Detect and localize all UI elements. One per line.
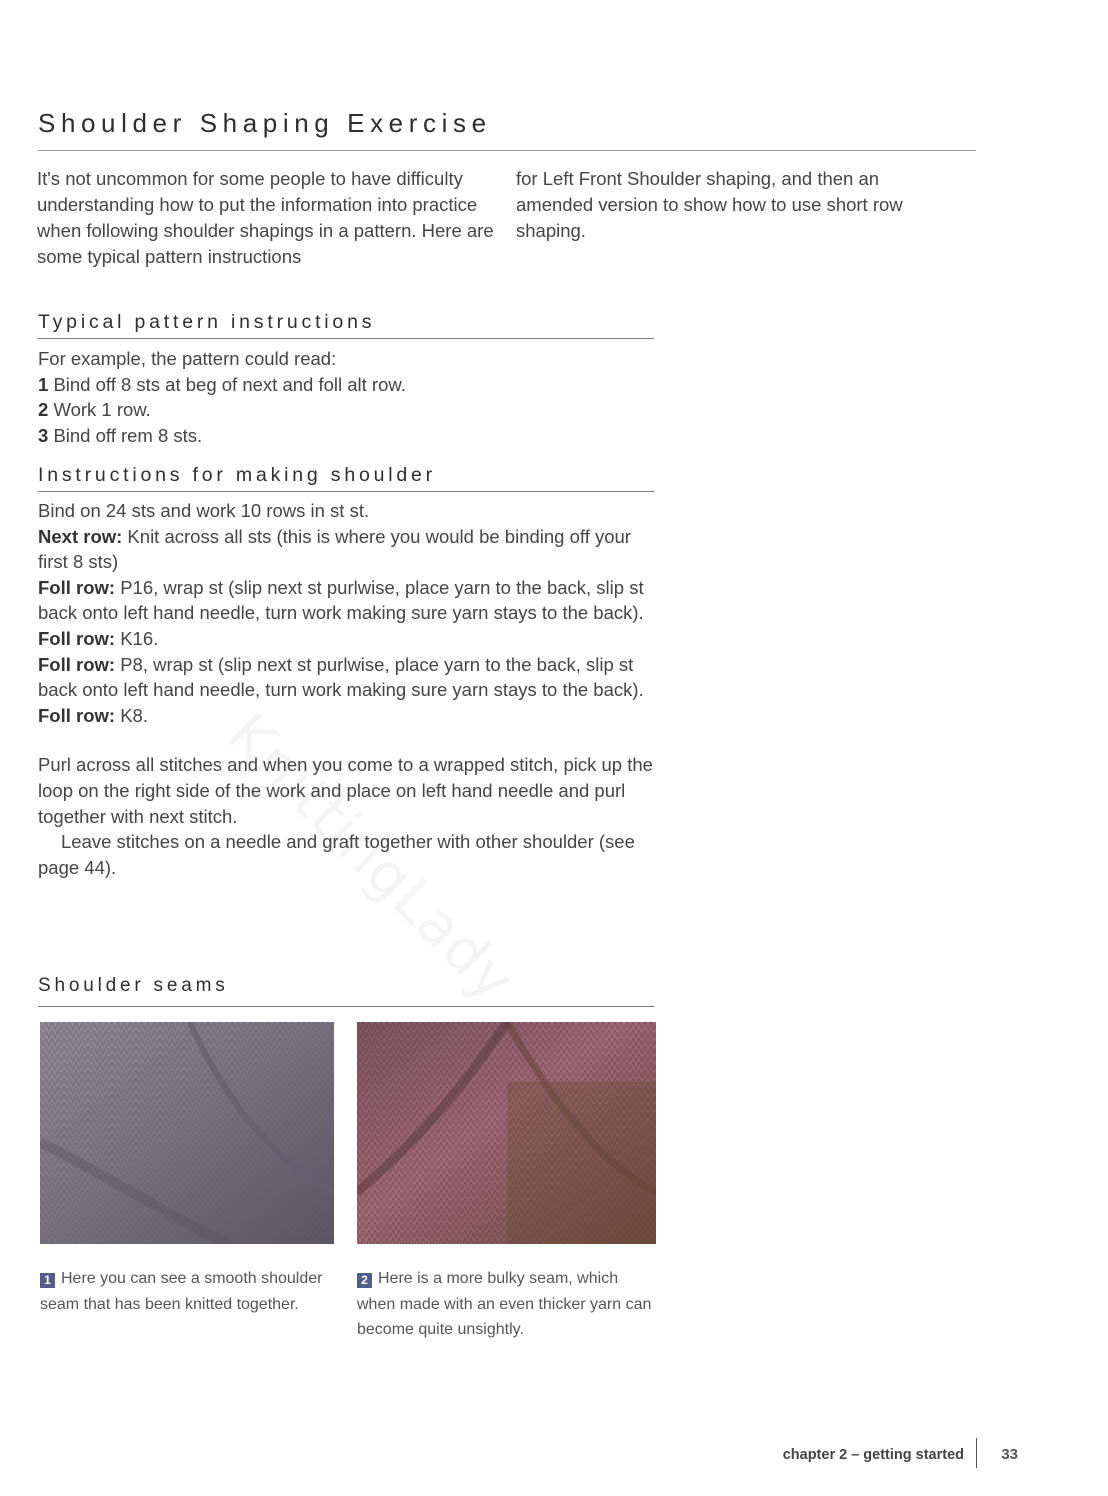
step-text: Bind off 8 sts at beg of next and foll alt row. [53,373,406,395]
making-row [38,524,660,575]
typical-lead: For example, the pattern could read: [38,348,337,369]
caption-1 [40,1266,340,1317]
seams-heading: Shoulder seams [38,975,229,996]
intro-column-2: for Left Front Shoulder shaping, and then an amended version to show how to use short row shaping. [516,168,903,241]
making-row [38,703,660,729]
step-number: 3 [38,424,49,446]
step-number: 1 [38,373,49,395]
page-number: 33 [1001,1446,1018,1463]
row-label: Foll row: [38,576,116,598]
caption-2 [357,1266,657,1343]
step-text: Bind off rem 8 sts. [53,424,203,446]
row-text: K8. [115,704,148,726]
row-label: Foll row: [38,653,116,675]
intro-column-1: It's not uncommon for some people to have difficulty understanding how to put the information into practice when following shoulder shapings in a pattern. Here are some typical pattern instructions [37,168,494,267]
typical-step [38,423,668,449]
caption-number: 1 [40,1273,55,1288]
step-text: Work 1 row. [53,399,151,421]
typical-step [38,372,668,398]
knit-photo-2-graphic [357,1022,656,1244]
seams-rule [38,1006,654,1007]
making-para1: Purl across all stitches and when you come to a wrapped stitch, pick up the loop on the right side of the work and place on left hand needle and purl together with next stitch. [38,754,653,827]
caption-text: Here is a more bulky seam, which when made with an even thicker yarn can become quite unsightly. [357,1270,652,1338]
making-row [38,626,660,652]
caption-text: Here you can see a smooth shoulder seam that has been knitted together. [40,1270,323,1313]
row-label: Foll row: [38,704,116,726]
knit-photo-1-graphic [40,1022,334,1244]
step-number: 2 [38,399,49,421]
typical-heading: Typical pattern instructions [38,311,376,333]
row-label: Foll row: [38,627,116,649]
row-text: P8, wrap st (slip next st purlwise, place yarn to the back, slip st back onto left hand needle, turn work making sure yarn stays to the back). [38,653,644,701]
making-para2: Leave stitches on a needle and graft together with other shoulder (see page 44). [38,831,635,878]
chapter-label: chapter 2 – getting started [782,1447,964,1463]
making-line1: Bind on 24 sts and work 10 rows in st st. [38,500,370,521]
making-heading: Instructions for making shoulder [38,464,436,486]
title-rule [38,150,976,151]
typical-block [38,346,668,448]
making-block [38,498,660,880]
photo-smooth-shoulder-seam [40,1022,334,1244]
footer-divider [976,1438,977,1468]
row-text: P16, wrap st (slip next st purlwise, place yarn to the back, slip st back onto left hand needle, turn work making sure yarn stays to the back). [38,576,644,624]
making-rule [38,491,654,492]
row-label: Next row: [38,525,123,547]
caption-number: 2 [357,1273,372,1288]
page-title: Shoulder Shaping Exercise [38,108,492,138]
row-text: Knit across all sts (this is where you would be binding off your first 8 sts) [38,525,631,573]
typical-rule [38,338,654,339]
row-text: K16. [115,627,159,649]
page-footer [700,1446,1020,1470]
making-row [38,652,660,703]
typical-step [38,397,668,423]
photo-bulky-shoulder-seam [357,1022,656,1244]
making-row [38,575,660,626]
